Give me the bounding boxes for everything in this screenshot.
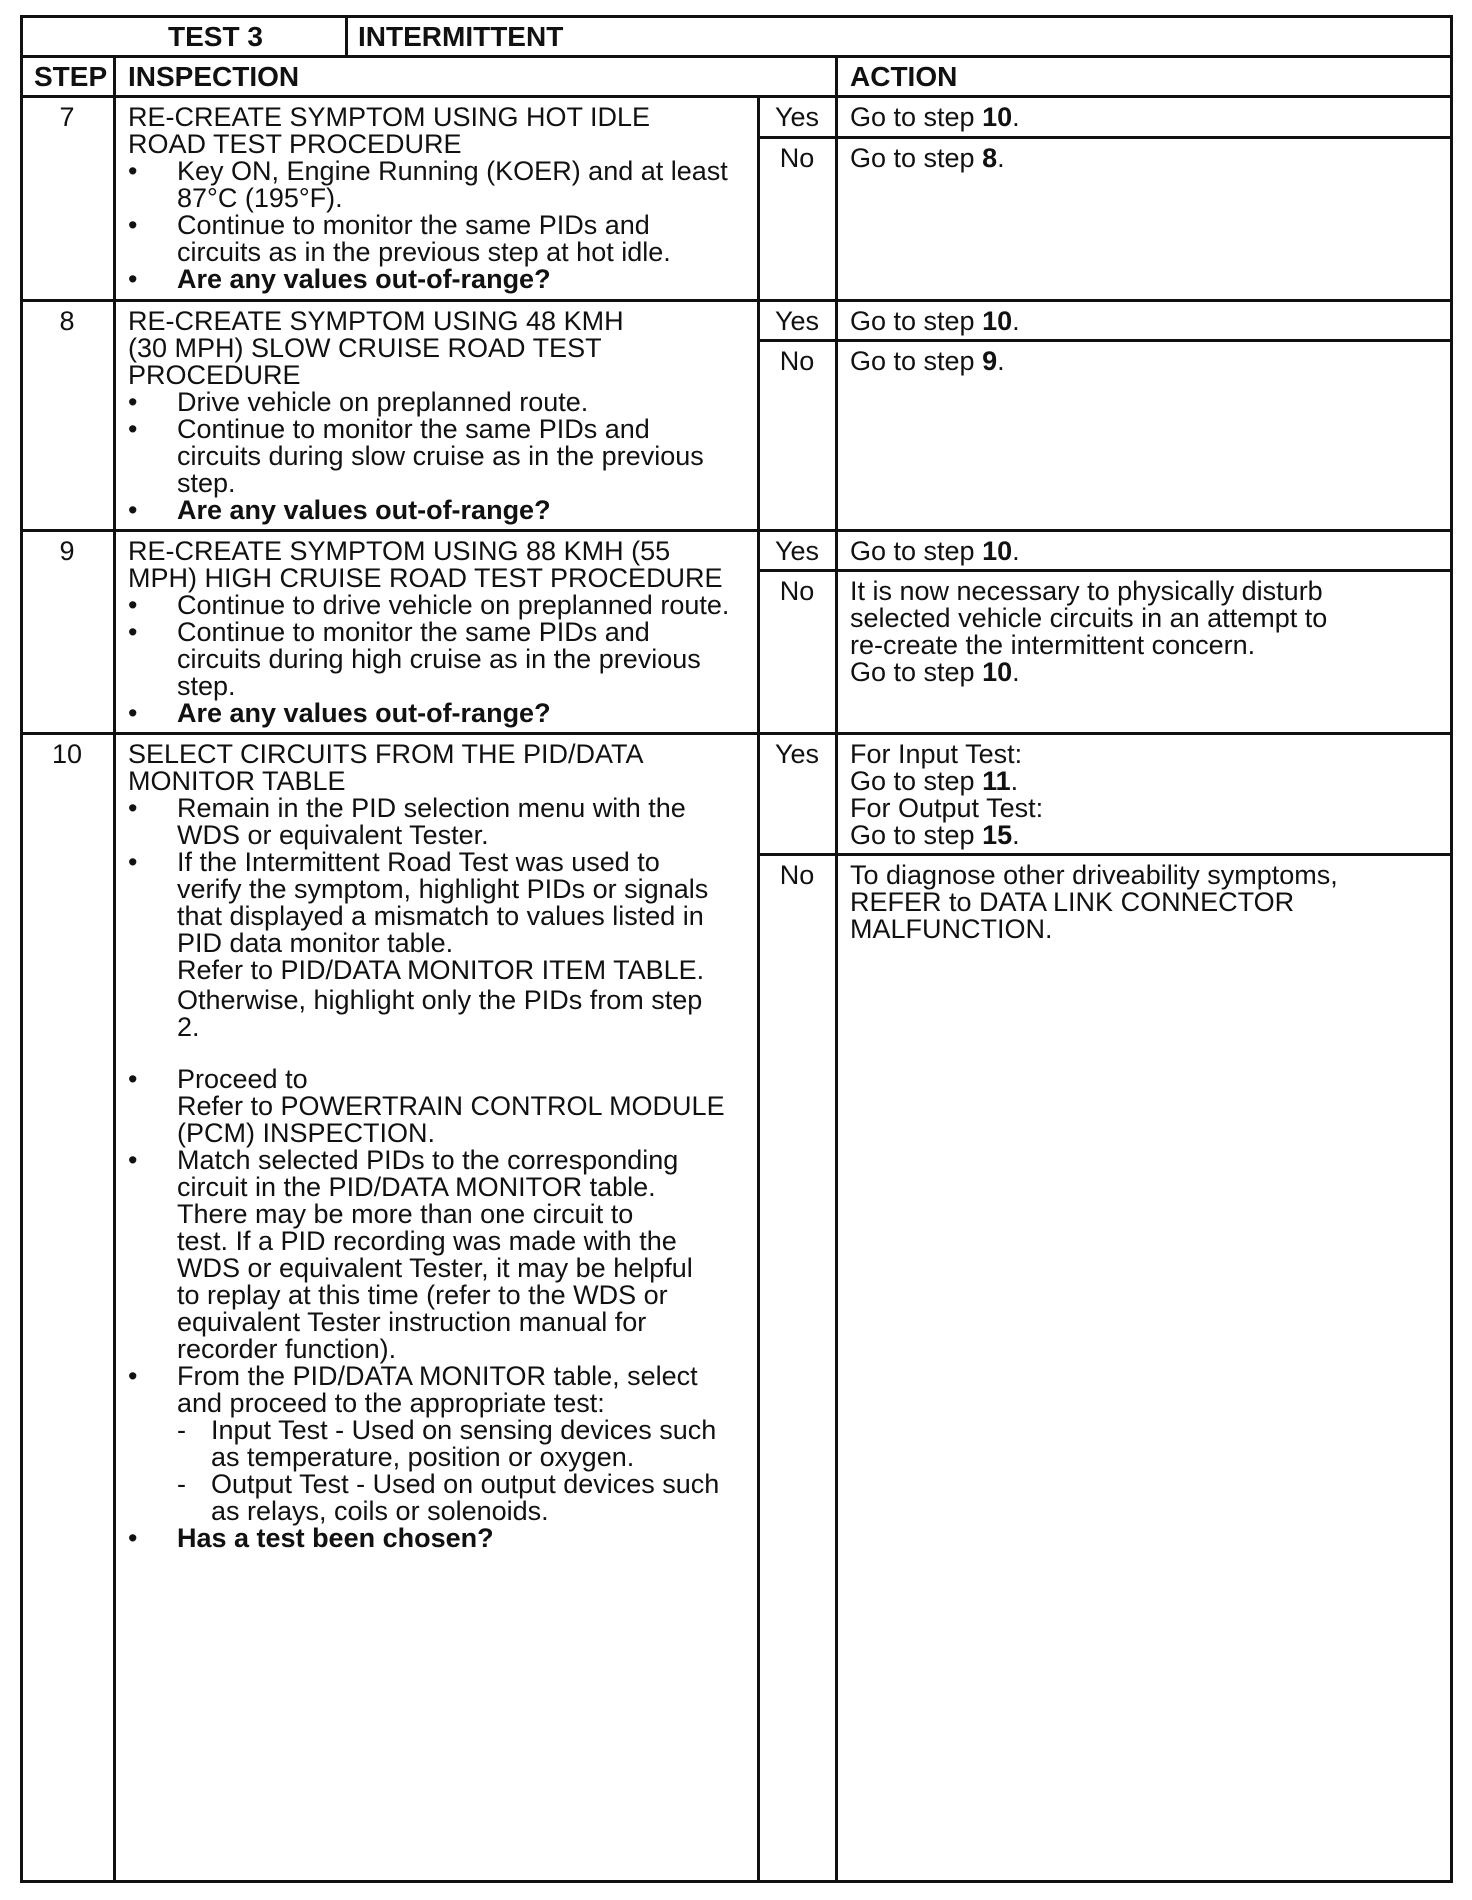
rule-yesno-col	[757, 95, 760, 1883]
no-action-line: REFER to DATA LINK CONNECTOR	[850, 887, 1295, 917]
no-label: No	[779, 576, 815, 606]
no-label: No	[779, 860, 815, 890]
no-action-line: MALFUNCTION.	[850, 914, 1053, 944]
step-number: 8	[59, 306, 75, 336]
step-title-line: MONITOR TABLE	[128, 766, 346, 796]
step-title-line: MPH) HIGH CRUISE ROAD TEST PROCEDURE	[128, 563, 723, 593]
bullet-icon: •	[128, 387, 138, 417]
rule-action-col	[835, 55, 838, 1883]
bullet-icon: •	[128, 156, 138, 186]
no-action-line: Go to step 8.	[850, 143, 1005, 173]
bullet-line: step.	[177, 671, 236, 701]
bullet-icon: •	[128, 590, 138, 620]
bullet-line: Key ON, Engine Running (KOER) and at least	[177, 156, 728, 186]
no-action-line: Go to step 10.	[850, 657, 1020, 687]
bullet-line: There may be more than one circuit to	[177, 1199, 634, 1229]
bullet-line: circuits as in the previous step at hot idle.	[177, 237, 671, 267]
bullet-icon: •	[128, 495, 138, 525]
yes-label: Yes	[774, 306, 820, 336]
bullet-line: circuits during high cruise as in the previous	[177, 644, 701, 674]
yes-action-line: Go to step 11.	[850, 766, 1019, 796]
column-step: STEP	[34, 61, 108, 92]
bullet-line: PID data monitor table.	[177, 928, 454, 958]
bullet-line: 87°C (195°F).	[177, 183, 343, 213]
step-number: 7	[59, 102, 75, 132]
bullet-line: Drive vehicle on preplanned route.	[177, 387, 589, 417]
rule-step10-yes	[757, 853, 1453, 856]
bullet-icon: •	[128, 698, 138, 728]
bullet-line: Continue to drive vehicle on preplanned route.	[177, 590, 730, 620]
bullet-line: test. If a PID recording was made with the	[177, 1226, 677, 1256]
no-action-line: To diagnose other driveability symptoms,	[850, 860, 1338, 890]
bullet-line: From the PID/DATA MONITOR table, select	[177, 1361, 698, 1391]
bullet-line: Proceed to	[177, 1064, 308, 1094]
no-label: No	[779, 143, 815, 173]
rule-header	[20, 55, 1453, 58]
bullet-line: If the Intermittent Road Test was used to	[177, 847, 660, 877]
bullet-line: that displayed a mismatch to values listed in	[177, 901, 704, 931]
rule-step7-yes	[757, 136, 1453, 139]
bullet-icon: •	[128, 1145, 138, 1175]
bullet-line: Refer to POWERTRAIN CONTROL MODULE	[177, 1091, 725, 1121]
bullet-icon: •	[128, 1361, 138, 1391]
rule-step9-yes	[757, 569, 1453, 572]
step-title-line: (30 MPH) SLOW CRUISE ROAD TEST	[128, 333, 602, 363]
no-action-line: re-create the intermittent concern.	[850, 630, 1256, 660]
column-inspection: INSPECTION	[128, 61, 300, 92]
bullet-line: to replay at this time (refer to the WDS or	[177, 1280, 668, 1310]
bullet-line: circuit in the PID/DATA MONITOR table.	[177, 1172, 656, 1202]
step-question: Are any values out-of-range?	[177, 698, 551, 728]
bullet-icon: •	[128, 264, 138, 294]
yes-action-line: Go to step 10.	[850, 102, 1020, 132]
yes-action-line: Go to step 15.	[850, 820, 1020, 850]
bullet-line: Continue to monitor the same PIDs and	[177, 414, 650, 444]
bullet-line: verify the symptom, highlight PIDs or signals	[177, 874, 709, 904]
bullet-line: Continue to monitor the same PIDs and	[177, 617, 650, 647]
column-action: ACTION	[850, 61, 958, 92]
yes-label: Yes	[774, 102, 820, 132]
step-question: Are any values out-of-range?	[177, 495, 551, 525]
no-action-line: selected vehicle circuits in an attempt to	[850, 603, 1328, 633]
subitem-line: Input Test - Used on sensing devices such	[211, 1415, 717, 1445]
bullet-line: Remain in the PID selection menu with the	[177, 793, 686, 823]
rule-step8-yes	[757, 339, 1453, 342]
subitem-line: as relays, coils or solenoids.	[211, 1496, 549, 1526]
no-action-line: Go to step 9.	[850, 346, 1005, 376]
bullet-line: Refer to PID/DATA MONITOR ITEM TABLE.	[177, 955, 705, 985]
step-title-line: RE-CREATE SYMPTOM USING 48 KMH	[128, 306, 624, 336]
bullet-line: (PCM) INSPECTION.	[177, 1118, 436, 1148]
bullet-line: WDS or equivalent Tester, it may be helpful	[177, 1253, 693, 1283]
bullet-icon: •	[128, 210, 138, 240]
subitem-line: as temperature, position or oxygen.	[211, 1442, 635, 1472]
bullet-icon: •	[128, 617, 138, 647]
test-name: INTERMITTENT	[358, 21, 564, 52]
step-title-line: ROAD TEST PROCEDURE	[128, 129, 462, 159]
dash-icon: -	[177, 1469, 186, 1499]
yes-label: Yes	[774, 536, 820, 566]
bullet-icon: •	[128, 1064, 138, 1094]
bullet-line: Continue to monitor the same PIDs and	[177, 210, 650, 240]
rule-step-col	[113, 55, 116, 1883]
bullet-line: and proceed to the appropriate test:	[177, 1388, 605, 1418]
yes-action-line: Go to step 10.	[850, 306, 1020, 336]
no-action-line: It is now necessary to physically disturb	[850, 576, 1323, 606]
bullet-line: recorder function).	[177, 1334, 397, 1364]
step-question: Are any values out-of-range?	[177, 264, 551, 294]
step-title-line: RE-CREATE SYMPTOM USING 88 KMH (55	[128, 536, 671, 566]
step-title-line: RE-CREATE SYMPTOM USING HOT IDLE	[128, 102, 651, 132]
rule-step7-end	[20, 299, 1453, 302]
bullet-line: circuits during slow cruise as in the previous	[177, 441, 704, 471]
step-title-line: PROCEDURE	[128, 360, 301, 390]
yes-action-line: Go to step 10.	[850, 536, 1020, 566]
rule-header-split	[345, 15, 348, 55]
subitem-line: Output Test - Used on output devices such	[211, 1469, 720, 1499]
bullet-icon: •	[128, 414, 138, 444]
bullet-icon: •	[128, 1523, 138, 1553]
yes-label: Yes	[774, 739, 820, 769]
yes-action-line: For Output Test:	[850, 793, 1044, 823]
bullet-line: Match selected PIDs to the corresponding	[177, 1145, 679, 1175]
dash-icon: -	[177, 1415, 186, 1445]
test-label: TEST 3	[168, 21, 263, 52]
rule-columns	[20, 95, 1453, 98]
step-number: 9	[59, 536, 75, 566]
bullet-line: Otherwise, highlight only the PIDs from step	[177, 985, 703, 1015]
rule-step9-end	[20, 732, 1453, 735]
bullet-line: equivalent Tester instruction manual for	[177, 1307, 647, 1337]
bullet-icon: •	[128, 847, 138, 877]
rule-step8-end	[20, 529, 1453, 532]
step-number: 10	[51, 739, 83, 769]
no-label: No	[779, 346, 815, 376]
step-title-line: SELECT CIRCUITS FROM THE PID/DATA	[128, 739, 644, 769]
bullet-icon: •	[128, 793, 138, 823]
step-question: Has a test been chosen?	[177, 1523, 494, 1553]
bullet-line: 2.	[177, 1012, 200, 1042]
bullet-line: WDS or equivalent Tester.	[177, 820, 489, 850]
bullet-line: step.	[177, 468, 236, 498]
yes-action-line: For Input Test:	[850, 739, 1023, 769]
